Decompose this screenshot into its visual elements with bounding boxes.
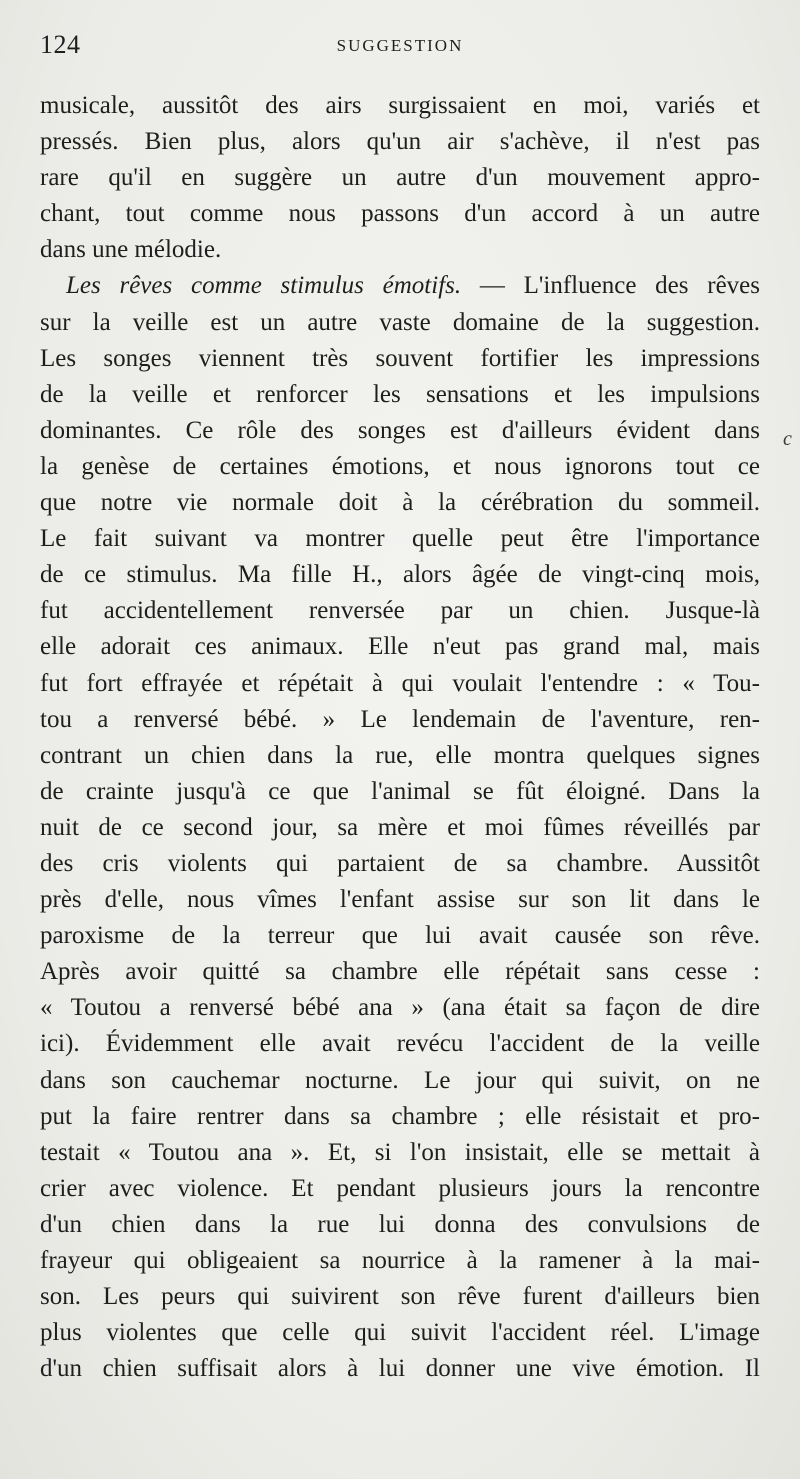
text-line: la genèse de certaines émotions, et nous ignorons tout ce	[40, 452, 760, 480]
text-line: dans une mélodie.	[40, 236, 222, 264]
text-line: chant, tout comme nous passons d'un accord à un autre	[40, 200, 760, 228]
text-line: « Toutou a renversé bébé ana » (ana était sa façon de dire	[40, 994, 760, 1022]
text-line: de la veille et renforcer les sensations et les impulsions	[40, 380, 760, 408]
text-line: tou a renversé bébé. » Le lendemain de l'aventure, ren-	[40, 705, 760, 733]
page-header	[40, 30, 760, 62]
text-line: des cris violents qui partaient de sa chambre. Aussitôt	[40, 849, 760, 877]
text-line: crier avec violence. Et pendant plusieurs jours la rencontre	[40, 1174, 760, 1202]
text-line: son. Les peurs qui suivirent son rêve furent d'ailleurs bien	[40, 1283, 760, 1311]
text-line: que notre vie normale doit à la cérébration du sommeil.	[40, 489, 760, 517]
text-line: musicale, aussitôt des airs surgissaient en moi, variés et	[40, 92, 760, 119]
page-number: 124	[40, 30, 81, 59]
text-line: elle adorait ces animaux. Elle n'eut pas grand mal, mais	[40, 633, 760, 661]
running-head: SUGGESTION	[336, 36, 464, 55]
text-line: dans son cauchemar nocturne. Le jour qui suivit, on ne	[40, 1066, 760, 1094]
margin-mark: c	[783, 428, 792, 450]
text-line: d'un chien suffisait alors à lui donner une vive émotion. Il	[40, 1355, 760, 1383]
section-heading-line	[40, 268, 760, 304]
text-line: ici). Évidemment elle avait revécu l'accident de la veille	[40, 1030, 760, 1058]
text-line: dominantes. Ce rôle des songes est d'ailleurs évident dans	[40, 416, 760, 444]
section-heading: Les rêves comme stimulus émotifs.	[66, 272, 462, 300]
text-line: Le fait suivant va montrer quelle peut être l'importance	[40, 525, 760, 553]
text-line: Après avoir quitté sa chambre elle répétait sans cesse :	[40, 958, 760, 986]
text-line	[40, 1387, 760, 1423]
text-line: plus violentes que celle qui suivit l'accident réel. L'image	[40, 1319, 760, 1347]
text-line: fut accidentellement renversée par un chien. Jusque-là	[40, 597, 760, 625]
text-line: pressés. Bien plus, alors qu'un air s'achève, il n'est pas	[40, 128, 760, 156]
text-line: frayeur qui obligeaient sa nourrice à la ramener à la mai-	[40, 1247, 760, 1274]
text-line: près d'elle, nous vîmes l'enfant assise sur son lit dans le	[40, 886, 760, 914]
text-line: contrant un chien dans la rue, elle montra quelques signes	[40, 741, 760, 769]
text-line: put la faire rentrer dans sa chambre ; elle résistait et pro-	[40, 1102, 760, 1130]
text-line: nuit de ce second jour, sa mère et moi fûmes réveillés par	[40, 813, 760, 841]
body-text	[40, 88, 760, 1460]
text-line: de crainte jusqu'à ce que l'animal se fût éloigné. Dans la	[40, 777, 760, 805]
text-line	[40, 1423, 760, 1459]
text-line: fut fort effrayée et répétait à qui voulait l'entendre : « Tou-	[40, 669, 760, 697]
section-heading-rest: — L'influence des rêves	[461, 272, 761, 300]
text-line: testait « Toutou ana ». Et, si l'on insistait, elle se mettait à	[40, 1138, 760, 1166]
text-line: de ce stimulus. Ma fille H., alors âgée de vingt-cinq mois,	[40, 561, 760, 589]
text-line: sur la veille est un autre vaste domaine de la suggestion.	[40, 308, 760, 336]
text-line: d'un chien dans la rue lui donna des convulsions de	[40, 1210, 760, 1238]
text-line: rare qu'il en suggère un autre d'un mouvement appro-	[40, 164, 760, 192]
text-line: paroxisme de la terreur que lui avait causée son rêve.	[40, 922, 760, 950]
text-line: Les songes viennent très souvent fortifier les impressions	[40, 344, 760, 372]
